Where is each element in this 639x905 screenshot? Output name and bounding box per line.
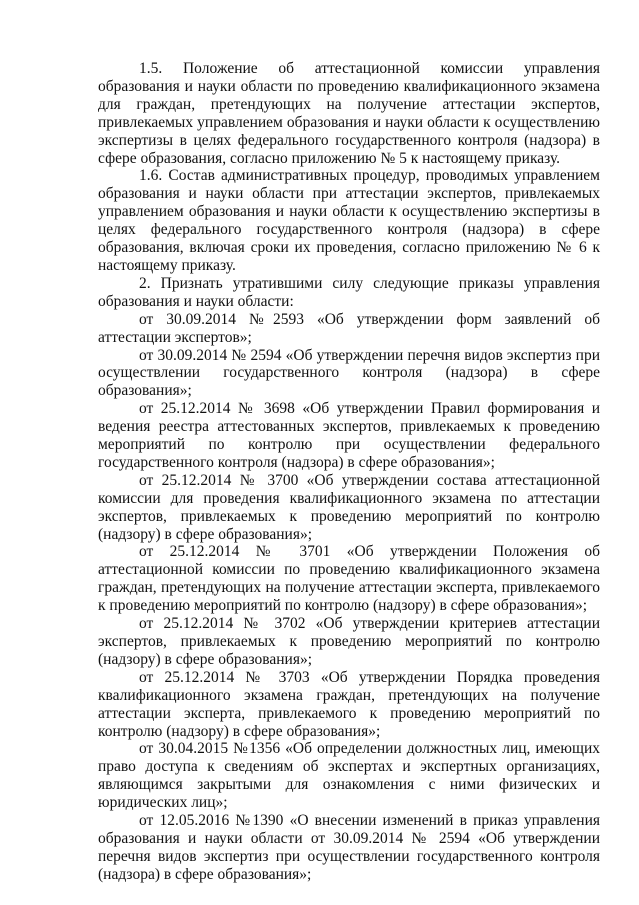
- paragraph-2: 2. Признать утратившими силу следующие приказы управления образования и науки области:: [98, 274, 600, 310]
- order-item-3701: от 25.12.2014 № 3701 «Об утверждении Положения об аттестационной комиссии по проведению квалификационного экзамена граждан, претендующих на получение аттестации эксперта, привлекаемого к проведению мероприятий по контролю (надзору) в сфере образования»;: [98, 543, 600, 615]
- order-item-3703: от 25.12.2014 № 3703 «Об утверждении Порядка проведения квалификационного экзамена граждан, претендующих на получение аттестации эксперта, привлекаемого к проведению мероприятий по контролю (надзору) в сфере образования»;: [98, 668, 600, 740]
- order-item-2594: от 30.09.2014 № 2594 «Об утверждении перечня видов экспертиз при осуществлении государственного контроля (надзора) в сфере образования»;: [98, 346, 600, 400]
- order-item-3700: от 25.12.2014 № 3700 «Об утверждении состава аттестационной комиссии для проведения квалификационного экзамена по аттестации экспертов, привлекаемых к проведению мероприятий по контролю (надзору) в сфере образования»;: [98, 471, 600, 543]
- order-item-3698: от 25.12.2014 № 3698 «Об утверждении Правил формирования и ведения реестра аттестованных экспертов, привлекаемых к проведению мероприятий по контролю при осуществлении федерального государственного контроля (надзора) в сфере образования»;: [98, 400, 600, 471]
- order-item-1390: от 12.05.2016 №1390 «О внесении изменений в приказ управления образования и науки области от 30.09.2014 № 2594 «Об утверждении перечня видов экспертиз при осуществлении государственного контроля (надзора) в сфере образования»;: [98, 812, 600, 883]
- order-item-2593: от 30.09.2014 №2593 «Об утверждении форм заявлений об аттестации экспертов»;: [98, 310, 600, 346]
- order-item-3702: от 25.12.2014 № 3702 «Об утверждении критериев аттестации экспертов, привлекаемых к проведению мероприятий по контролю (надзору) в сфере образования»;: [98, 615, 600, 668]
- paragraph-1-5: 1.5. Положение об аттестационной комиссии управления образования и науки области по проведению квалификационного экзамена для граждан, претендующих на получение аттестации экспертов, привлекаемых управлением образования и науки области к осуществлению экспертизы в целях федерального государственного контроля (надзора) в сфере образования, согласно приложению № 5 к настоящему приказу.: [98, 60, 600, 167]
- order-item-1356: от 30.04.2015 №1356 «Об определении должностных лиц, имеющих право доступа к сведениям об экспертах и экспертных организациях, являющимся закрытыми для ознакомления с ними физических и юридических лиц»;: [98, 740, 600, 812]
- paragraph-1-6: 1.6. Состав административных процедур, проводимых управлением образования и науки области при аттестации экспертов, привлекаемых управлением образования и науки области к осуществлению экспертизы в целях федерального государственного контроля (надзора) в сфере образования, включая сроки их проведения, согласно приложению № 6 к настоящему приказу.: [98, 167, 600, 274]
- document-body: [98, 60, 600, 884]
